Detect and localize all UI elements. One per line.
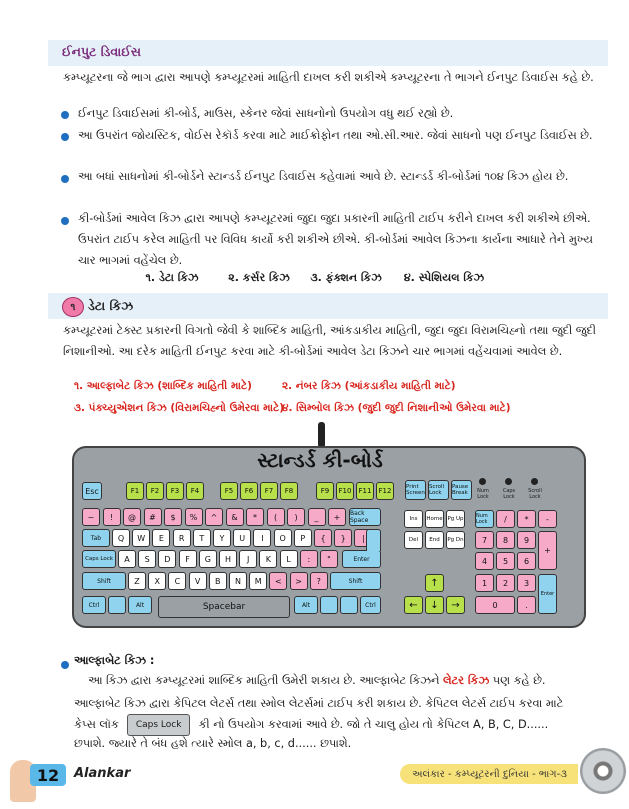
letter-key[interactable]: > (290, 572, 308, 590)
letter-key[interactable]: A (118, 550, 136, 568)
arrow-up-key[interactable]: ↑ (425, 574, 444, 592)
letter-key[interactable]: Y (213, 529, 231, 547)
letter-key[interactable]: Q (112, 529, 130, 547)
number-row-key[interactable]: $ (164, 508, 182, 526)
type-item: ૧. આલ્ફાબેટ કિઝ (શાબ્દિક માહિતી માટે) (74, 380, 252, 392)
indicator-light-icon (505, 478, 512, 485)
letter-keys-term: લેટર કિઝ (442, 674, 490, 687)
shift-key[interactable]: Shift (330, 572, 381, 590)
indicator-label: Scroll Lock (528, 488, 542, 500)
type-item: ૪. સિમ્બોલ કિઝ (જુદી જુદી નિશાનીઓ ઉમેરવા માટે) (282, 402, 511, 414)
nav-key[interactable]: Home (425, 510, 444, 528)
letter-key[interactable]: ? (310, 572, 328, 590)
f-key[interactable]: F8 (280, 482, 298, 500)
letter-key[interactable]: V (189, 572, 207, 590)
letter-key[interactable]: T (193, 529, 211, 547)
f-key[interactable]: F7 (260, 482, 278, 500)
alphabet-heading: આલ્ફાબેટ કિઝ : (74, 654, 155, 667)
f-key[interactable]: F2 (146, 482, 164, 500)
section-title-input-devices: ઈનપુટ ડિવાઈસ (62, 44, 142, 59)
f-key[interactable]: F4 (186, 482, 204, 500)
numpad-key[interactable]: 6 (517, 552, 536, 570)
indicator-label: Num Lock (477, 488, 489, 500)
menu-key[interactable] (340, 596, 358, 614)
numpad-key[interactable]: Num Lock (475, 510, 494, 528)
letter-key[interactable]: O (274, 529, 292, 547)
number-row-key[interactable]: * (246, 508, 264, 526)
letter-key[interactable]: D (158, 550, 176, 568)
category-label: ૪. સ્પેશિયલ કિઝ (403, 270, 485, 284)
letter-key[interactable]: C (168, 572, 186, 590)
text-span: આ કિઝ દ્વારા કમ્પ્યૂટરમાં શાબ્દિક માહિતી ઉમેરી શકાય છે. આલ્ફાબેટ કિઝને (88, 674, 443, 687)
windows-key[interactable] (320, 596, 338, 614)
alt-key[interactable]: Alt (128, 596, 152, 614)
letter-key[interactable]: W (132, 529, 150, 547)
bullet-icon (61, 111, 69, 119)
number-row-key[interactable]: ( (267, 508, 285, 526)
bullet-icon (61, 661, 69, 669)
number-row-key[interactable]: ^ (205, 508, 223, 526)
type-item: ૩. પંક્ચ્યુએશન કિઝ (વિરામચિહ્નો ઉમેરવા માટે) (74, 402, 285, 414)
cd-icon (580, 748, 626, 794)
number-row-key[interactable]: ! (103, 508, 121, 526)
text-span: કી નો ઉપયોગ કરવામાં આવે છે. જો તે ચાલુ હોય તો કેપિટલ A, B, C, D...... (198, 718, 549, 731)
letter-key[interactable]: K (259, 550, 277, 568)
alphabet-line-1 (88, 671, 608, 691)
f-key[interactable]: F3 (166, 482, 184, 500)
f-key[interactable]: F10 (336, 482, 354, 500)
data-keys-paragraph: કમ્પ્યૂટરમાં ટેક્સ્ટ પ્રકારની વિગતો જેવી કે શાબ્દિક માહિતી, આંકડાકીય માહિતી, જુદા જુદા વિરામચિહ્નો તથા જુદી જુદી નિશાનીઓ. આ દરેક માહિતી ઈનપુટ કરવા માટે કી-બોર્ડમાં આવેલ ડેટા કિઝને ચાર ભાગમાં વહેંચવામાં આવેલ છે. (63, 324, 597, 358)
number-row-key[interactable]: + (328, 508, 346, 526)
bullet-icon (61, 175, 69, 183)
numpad-key[interactable]: 2 (496, 574, 515, 592)
intro-paragraph: કમ્પ્યૂટરના જે ભાગ દ્વારા આપણે કમ્પ્યૂટરમાં માહિતી દાખલ કરી શકીએ કમ્પ્યૂટરના તે ભાગને ઈનપુટ ડિવાઈસ કહે છે. (63, 71, 594, 84)
special-key[interactable]: Pause Break (451, 480, 472, 500)
letter-key[interactable]: U (233, 529, 251, 547)
category-label: ૨. કર્સર કિઝ (228, 270, 290, 284)
indicator-light-icon (531, 478, 538, 485)
special-key[interactable]: Print Screen (405, 480, 426, 500)
category-special-keys (394, 267, 494, 288)
category-label: ૧. ડેટા કિઝ (145, 270, 199, 284)
f-key[interactable]: F5 (220, 482, 238, 500)
letter-key[interactable]: E (152, 529, 170, 547)
number-row-key[interactable]: @ (123, 508, 141, 526)
numpad-key[interactable]: * (517, 510, 536, 528)
bullet-icon (61, 133, 69, 141)
text-span: કેપ્સ લૉક (74, 718, 119, 731)
arrow-down-key[interactable]: ↓ (425, 596, 444, 614)
enter-key-upper[interactable] (366, 529, 381, 551)
letter-key[interactable]: B (209, 572, 227, 590)
category-data-keys (134, 267, 210, 288)
letter-key[interactable]: H (219, 550, 237, 568)
letter-key[interactable]: J (239, 550, 257, 568)
letter-key[interactable]: : (300, 550, 318, 568)
keyboard-title: સ્ટાન્ડર્ડ કી-બોર્ડ (257, 448, 383, 472)
type-item: ૨. નંબર કિઝ (આંકડાકીય માહિતી માટે) (282, 380, 456, 392)
numpad-key[interactable]: 8 (496, 531, 515, 549)
page-number: 12 (30, 764, 66, 786)
backspace-key[interactable]: Back Space (349, 508, 381, 526)
nav-key[interactable]: Pg Dn (446, 531, 465, 549)
esc-key[interactable]: Esc (82, 482, 102, 500)
f-key[interactable]: F12 (376, 482, 394, 500)
alphabet-line-2: આલ્ફાબેટ કિઝ દ્વારા કેપિટલ લેટર્સ તથા સ્મોલ લેટર્સમાં ટાઈપ કરી શકાય છે. કેપિટલ લેટર્સ ટાઈપ કરવા માટે (74, 697, 564, 710)
number-row-key[interactable]: ) (287, 508, 305, 526)
series-bar (400, 764, 578, 784)
category-label: ૩. ફંક્શન કિઝ (310, 270, 382, 284)
letter-key[interactable]: I (253, 529, 271, 547)
series-title: અલંકાર - કમ્પ્યૂટરની દુનિયા - ભાગ-૩ (412, 768, 567, 780)
letter-key[interactable]: R (173, 529, 191, 547)
f-key[interactable]: F11 (356, 482, 374, 500)
category-cursor-keys (220, 267, 298, 288)
numpad-zero-key[interactable]: 0 (475, 596, 515, 614)
letter-key[interactable]: F (179, 550, 197, 568)
section-number-badge: ૧ (62, 297, 84, 317)
letter-key[interactable]: X (148, 572, 166, 590)
nav-key[interactable]: Del (404, 531, 423, 549)
numpad-enter-key[interactable]: Enter (538, 574, 557, 614)
numpad-key[interactable]: 4 (475, 552, 494, 570)
indicator-light-icon (479, 478, 486, 485)
enter-key[interactable]: Enter (342, 550, 381, 568)
section-title-data-keys: ડેટા કિઝ (88, 298, 134, 313)
numpad-plus-key[interactable]: + (538, 531, 557, 570)
indicator-label: Caps Lock (502, 488, 516, 500)
caps-lock-key-inline: Caps Lock (127, 714, 191, 736)
letter-key[interactable]: L (280, 550, 298, 568)
letter-key[interactable]: M (249, 572, 267, 590)
numpad-key[interactable]: 9 (517, 531, 536, 549)
letter-key[interactable]: Z (128, 572, 146, 590)
shift-key[interactable]: Shift (82, 572, 126, 590)
alt-key[interactable]: Alt (294, 596, 318, 614)
ctrl-key[interactable]: Ctrl (82, 596, 106, 614)
nav-key[interactable]: Ins (404, 510, 423, 528)
keyboard-cable (318, 422, 325, 448)
bullet-icon (61, 217, 69, 225)
letter-key[interactable]: P (294, 529, 312, 547)
arrow-left-key[interactable]: ← (404, 596, 423, 614)
f-key[interactable]: F9 (316, 482, 334, 500)
numpad-key[interactable]: . (517, 596, 536, 614)
letter-key[interactable]: { (314, 529, 332, 547)
nav-key[interactable]: Pg Up (446, 510, 465, 528)
special-key[interactable]: Scroll Lock (428, 480, 449, 500)
bullet-text: ઈનપુટ ડિવાઈસમાં કી-બોર્ડ, માઉસ, સ્કેનર જેવાં સાધનોનો ઉપયોગ વધુ થઈ રહ્યો છે. (78, 107, 454, 120)
bullet-text: આ બધાં સાધનોમાં કી-બોર્ડને સ્ટાન્ડર્ડ ઈનપુટ ડિવાઈસ કહેવામાં આવે છે. સ્ટાન્ડર્ડ કી-બોર્ડમાં ૧૦૪ કિઝ હોય છે. (78, 170, 569, 183)
numpad-key[interactable]: 3 (517, 574, 536, 592)
f-key[interactable]: F6 (240, 482, 258, 500)
letter-key[interactable]: | (354, 529, 372, 547)
arrow-right-key[interactable]: → (446, 596, 465, 614)
nav-key[interactable]: End (425, 531, 444, 549)
letter-key[interactable]: } (334, 529, 352, 547)
bullet-text: કી-બોર્ડમાં આવેલ કિઝ દ્વારા આપણે કમ્પ્યૂટરમાં જુદા જુદા પ્રકારની માહિતી ટાઈપ કરીને દાખલ કરી શકીએ છીએ. ઉપરાંત ટાઈપ કરેલ માહિતી પર વિવિધ કાર્યો કરી શકીએ છીએ. કી-બોર્ડમાં આવેલ કિઝના કાર્યના આધારે તેને મુખ્ય ચાર ભાગમાં વહેંચેલ છે. (78, 212, 593, 267)
letter-key[interactable]: N (229, 572, 247, 590)
category-function-keys (304, 267, 388, 288)
numpad-key[interactable]: 1 (475, 574, 494, 592)
number-row-key[interactable]: _ (308, 508, 326, 526)
windows-key[interactable] (108, 596, 126, 614)
letter-key[interactable]: " (320, 550, 338, 568)
alphabet-line-3 (74, 714, 614, 736)
ctrl-key[interactable]: Ctrl (360, 596, 381, 614)
letter-key[interactable]: S (138, 550, 156, 568)
alphabet-line-4: છપાશે. જ્યારે તે બંધ હશે ત્યારે સ્મોલ a, b, c, d...... છપાશે. (74, 737, 352, 750)
number-row-key[interactable]: # (144, 508, 162, 526)
brand-logo: Alankar (74, 766, 131, 781)
spacebar-key[interactable]: Spacebar (158, 596, 290, 618)
numpad-key[interactable]: / (496, 510, 515, 528)
letter-key[interactable]: G (199, 550, 217, 568)
text-span: પણ કહે છે. (489, 674, 546, 687)
bullet-text: આ ઉપરાંત જોયસ્ટિક, વોઈસ રેકૉર્ડ કરવા માટે માઈક્રોફોન તથા ઓ.સી.આર. જેવાં સાધનો પણ ઈનપુટ ડિવાઈસ છે. (78, 129, 593, 142)
number-row-key[interactable]: & (226, 508, 244, 526)
numpad-key[interactable]: 7 (475, 531, 494, 549)
f-key[interactable]: F1 (126, 482, 144, 500)
caps-lock-key[interactable]: Caps Lock (82, 550, 116, 568)
number-row-key[interactable]: % (185, 508, 203, 526)
numpad-key[interactable]: - (538, 510, 557, 528)
number-row-key[interactable]: ~ (82, 508, 100, 526)
numpad-key[interactable]: 5 (496, 552, 515, 570)
tab-key[interactable]: Tab (82, 529, 110, 547)
letter-key[interactable]: < (269, 572, 287, 590)
